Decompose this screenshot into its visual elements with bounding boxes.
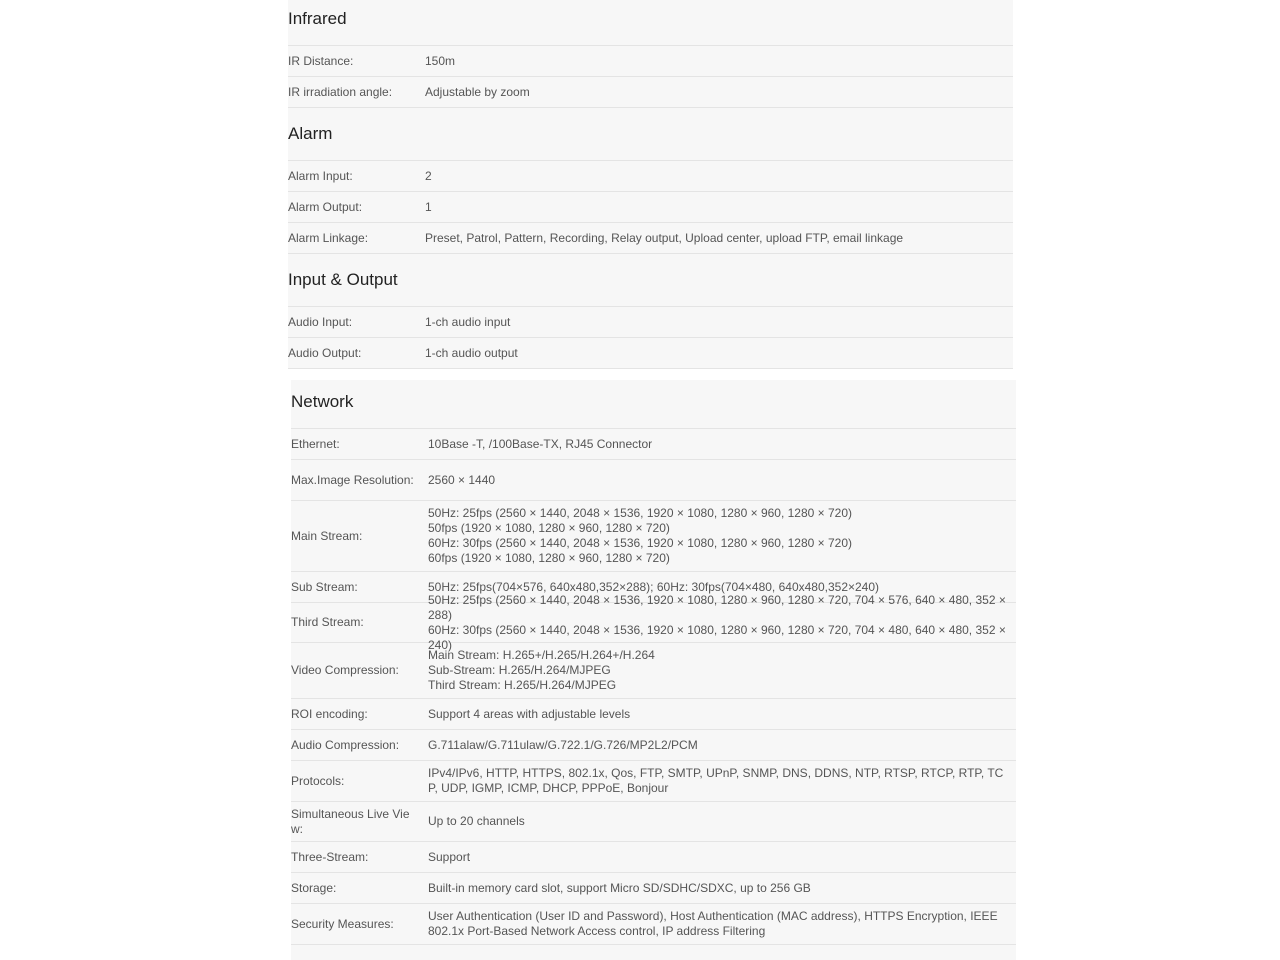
spec-value: 2 — [425, 168, 432, 183]
spec-row — [288, 192, 1013, 223]
spec-label: Storage: — [291, 880, 337, 895]
spec-row — [291, 873, 1016, 904]
spec-row — [288, 338, 1013, 369]
spec-value-line: 50Hz: 25fps (2560 × 1440, 2048 × 1536, 1920 × 1080, 1280 × 960, 1280 × 720) — [428, 506, 853, 520]
spec-row — [291, 460, 1016, 501]
spec-value-line: 60Hz: 30fps (2560 × 1440, 2048 × 1536, 1920 × 1080, 1280 × 960, 1280 × 720, 704 × 480, 640 × 480, 352 × 240) — [428, 622, 1006, 652]
spec-row — [288, 307, 1013, 338]
spec-label: Security Measures: — [291, 916, 394, 931]
spec-label: Main Stream: — [291, 528, 363, 543]
spec-value: Preset, Patrol, Pattern, Recording, Relay output, Upload center, upload FTP, email linkage — [425, 230, 904, 245]
spec-value: Support — [428, 849, 471, 864]
section-title-alarm: Alarm — [288, 108, 1013, 161]
spec-label: Three-Stream: — [291, 849, 369, 864]
spec-value: 50Hz: 25fps(704×576, 640x480,352×288); 60Hz: 30fps(704×480, 640x480,352×240) — [428, 579, 880, 594]
spec-label: Alarm Linkage: — [288, 230, 369, 245]
spec-value: Support 4 areas with adjustable levels — [428, 706, 631, 721]
spec-row — [288, 46, 1013, 77]
spec-label: Alarm Input: — [288, 168, 353, 183]
spec-label: Simultaneous Live View: — [291, 806, 410, 836]
spec-label: Sub Stream: — [291, 579, 358, 594]
spec-value: 10Base -T, /100Base-TX, RJ45 Connector — [428, 436, 653, 451]
spec-value: Up to 20 channels — [428, 814, 525, 828]
spec-label: Ethernet: — [291, 436, 340, 451]
section-title-infrared: Infrared — [288, 0, 1013, 46]
spec-block-top — [288, 0, 1013, 369]
spec-value-line: Main Stream: H.265+/H.265/H.264+/H.264 — [428, 648, 655, 662]
spec-label: Audio Compression: — [291, 737, 400, 752]
spec-row — [291, 501, 1016, 572]
spec-value: User Authentication (User ID and Password), Host Authentication (MAC address), HTTPS Encryption, IEEE 802.1x Port-Based Network Access control, IP address Filtering — [428, 909, 998, 938]
spec-value-line: 60Hz: 30fps (2560 × 1440, 2048 × 1536, 1920 × 1080, 1280 × 960, 1280 × 720) — [428, 536, 853, 550]
spec-label: Max.Image Resolution: — [291, 472, 414, 487]
section-title-input-output: Input & Output — [288, 254, 1013, 307]
spec-value: 1-ch audio output — [425, 345, 518, 360]
spec-value-line: 50Hz: 25fps (2560 × 1440, 2048 × 1536, 1920 × 1080, 1280 × 960, 1280 × 720, 704 × 576, 640 × 480, 352 × 288) — [428, 592, 1006, 622]
spec-value-line: Sub-Stream: H.265/H.264/MJPEG — [428, 663, 611, 677]
spec-value: Adjustable by zoom — [425, 84, 530, 99]
spec-row — [291, 904, 1016, 945]
spec-block-network — [291, 380, 1016, 960]
spec-value: 2560 × 1440 — [428, 472, 496, 487]
spec-value — [428, 648, 1016, 693]
spec-label: Video Compression: — [291, 663, 399, 677]
spec-row — [291, 761, 1016, 802]
section-title-network: Network — [291, 380, 1016, 429]
spec-label: ROI encoding: — [291, 706, 368, 721]
spec-value: G.711alaw/G.711ulaw/G.722.1/G.726/MP2L2/PCM — [428, 737, 698, 752]
spec-row — [291, 429, 1016, 460]
spec-value: 150m — [425, 53, 456, 68]
spec-label: Third Stream: — [291, 615, 364, 629]
spec-row — [291, 730, 1016, 761]
spec-row — [291, 643, 1016, 699]
spec-label: Protocols: — [291, 773, 345, 788]
spec-value: Built-in memory card slot, support Micro SD/SDHC/SDXC, up to 256 GB — [428, 880, 811, 895]
spec-row — [291, 699, 1016, 730]
spec-value: 1-ch audio input — [425, 314, 511, 329]
spec-value-line: Third Stream: H.265/H.264/MJPEG — [428, 678, 617, 692]
spec-label: Alarm Output: — [288, 199, 363, 214]
spec-label: IR Distance: — [288, 53, 354, 68]
spec-row — [288, 161, 1013, 192]
spec-row — [291, 802, 1016, 842]
spec-value: 1 — [425, 199, 432, 214]
spec-row — [288, 223, 1013, 254]
spec-value — [428, 593, 1016, 653]
spec-row — [291, 842, 1016, 873]
spec-value — [428, 506, 1016, 566]
spec-value-line: 50fps (1920 × 1080, 1280 × 960, 1280 × 720) — [428, 521, 670, 535]
spec-label: IR irradiation angle: — [288, 84, 393, 99]
spec-label: Audio Input: — [288, 314, 353, 329]
spec-row — [291, 592, 1016, 652]
spec-value-line: 60fps (1920 × 1080, 1280 × 960, 1280 × 720) — [428, 551, 670, 565]
spec-value: IPv4/IPv6, HTTP, HTTPS, 802.1x, Qos, FTP, SMTP, UPnP, SNMP, DNS, DDNS, NTP, RTSP, RTCP, RTP, TCP, UDP, IGMP, ICMP, DHCP, PPPoE, Bonjour — [428, 766, 1004, 795]
spec-row — [288, 77, 1013, 108]
spec-label: Audio Output: — [288, 345, 362, 360]
